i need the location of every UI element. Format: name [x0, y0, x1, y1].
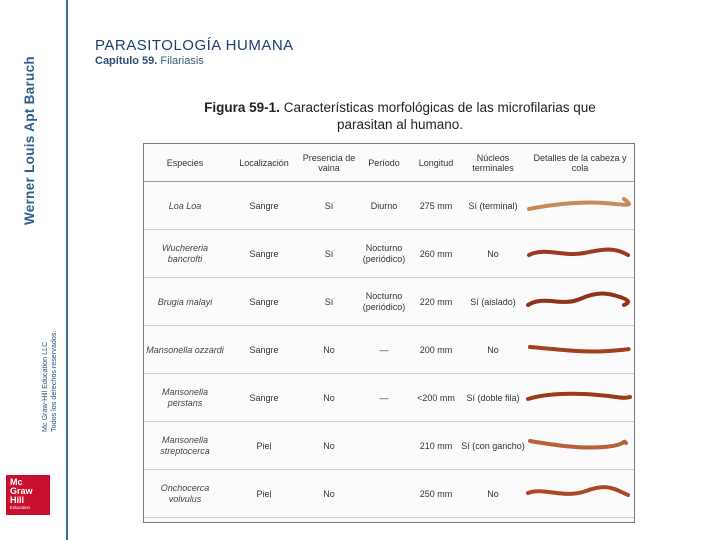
header-longitud: Longitud: [418, 158, 454, 168]
header-detalles: Detalles de la cabeza y cola: [533, 153, 627, 173]
chapter-name: Filariasis: [160, 55, 204, 67]
microfilaria-body: [529, 199, 629, 209]
header-localizacion: Localización: [239, 158, 289, 168]
cell-nucleos: Sí (aislado): [470, 296, 516, 307]
copyright-notice: [40, 302, 58, 432]
table-row: [144, 470, 634, 518]
table-row: [144, 422, 634, 470]
cell-periodo: —: [379, 344, 389, 355]
cell-longitud: 260 mm: [419, 248, 453, 259]
cell-periodo: [356, 422, 412, 470]
logo-line-4: Education: [10, 505, 31, 510]
microfilaria-body: [529, 250, 628, 256]
cell-longitud: <200 mm: [417, 392, 455, 403]
microfilaria-illustration: [524, 291, 634, 313]
cell-vaina: Sí: [324, 200, 334, 211]
header-vaina: Presencia de vaina: [302, 153, 356, 173]
microfilaria-illustration: [524, 195, 634, 217]
cell-localizacion: Piel: [256, 440, 272, 451]
microfilaria-illustration: [524, 435, 634, 457]
cell-periodo: —: [379, 392, 389, 403]
microfilaria-body: [528, 394, 630, 399]
cell-longitud: 275 mm: [419, 200, 453, 211]
microfilaria-illustration: [524, 387, 634, 409]
table-row: [144, 182, 634, 230]
cell-localizacion: Sangre: [249, 392, 279, 403]
table-row: [144, 374, 634, 422]
sidebar: [0, 0, 66, 540]
cell-especie: Mansonella perstans: [161, 387, 209, 408]
publisher-logo: [6, 475, 50, 515]
cell-localizacion: Sangre: [249, 200, 279, 211]
cell-especie: Mansonella streptocerca: [160, 435, 210, 456]
cell-especie: Onchocerca volvulus: [160, 483, 210, 504]
header-periodo: Período: [368, 158, 400, 168]
cell-nucleos: No: [487, 344, 499, 355]
cell-vaina: Sí: [324, 248, 334, 259]
cell-longitud: 200 mm: [419, 344, 453, 355]
cell-localizacion: Sangre: [249, 296, 279, 307]
cell-longitud: 210 mm: [419, 440, 453, 451]
cell-vaina: No: [323, 440, 335, 451]
microfilaria-body: [528, 294, 628, 306]
cell-localizacion: Piel: [256, 488, 272, 499]
cell-vaina: No: [323, 344, 335, 355]
copyright-line-1: Mc Graw-Hill Education LLC: [40, 341, 49, 432]
copyright-line-2: Todos los derechos reservados.: [49, 330, 58, 432]
logo-line-2: Graw: [10, 486, 33, 496]
microfilaria-body: [530, 347, 629, 352]
chapter-label: Capítulo 59.: [95, 55, 158, 67]
microfilaria-illustration: [524, 339, 634, 361]
cell-especie: Mansonella ozzardi: [146, 344, 224, 355]
microfilaria-body: [530, 441, 626, 448]
logo-line-1: Mc: [10, 477, 23, 487]
figure-caption: [180, 99, 620, 133]
header-nucleos: Núcleos terminales: [472, 153, 514, 173]
page-title: PARASITOLOGÍA HUMANA: [95, 37, 294, 54]
microfilaria-illustration: [524, 243, 634, 265]
sidebar-divider: [66, 0, 68, 540]
figure-caption-text: Características morfológicas de las microfilarias que parasitan al humano.: [283, 100, 596, 132]
cell-longitud: 250 mm: [419, 488, 453, 499]
chapter-subtitle: [95, 55, 204, 67]
logo-line-3: Hill: [10, 495, 25, 505]
microfilaria-illustration: [524, 483, 634, 505]
cell-vaina: No: [323, 488, 335, 499]
cell-nucleos: No: [487, 488, 499, 499]
header-especies: Especies: [166, 158, 204, 168]
author-name: Werner Louis Apt Baruch: [22, 56, 37, 225]
table-row: [144, 230, 634, 278]
microfilaria-body: [528, 487, 628, 495]
cell-especie: Wuchereria bancrofti: [161, 243, 208, 264]
cell-periodo: Diurno: [370, 200, 398, 211]
table-row: [144, 326, 634, 374]
table-row: [144, 278, 634, 326]
cell-vaina: No: [323, 392, 335, 403]
cell-periodo: Nocturno (periódico): [362, 243, 406, 264]
microfilaria-table: [143, 143, 635, 523]
cell-longitud: 220 mm: [419, 296, 453, 307]
cell-nucleos: Sí (doble fila): [466, 392, 520, 403]
cell-especie: Loa Loa: [168, 200, 202, 211]
figure-label: Figura 59-1.: [204, 100, 280, 115]
cell-nucleos: Sí (con gancho): [461, 440, 525, 451]
cell-especie: Brugia malayi: [157, 296, 213, 307]
cell-localizacion: Sangre: [249, 344, 279, 355]
cell-vaina: Sí: [324, 296, 334, 307]
cell-nucleos: No: [487, 248, 499, 259]
cell-nucleos: Sí (terminal): [468, 200, 518, 211]
cell-periodo: Nocturno (periódico): [362, 291, 406, 312]
cell-periodo: [356, 470, 412, 518]
cell-localizacion: Sangre: [249, 248, 279, 259]
row-divider: [144, 517, 634, 518]
